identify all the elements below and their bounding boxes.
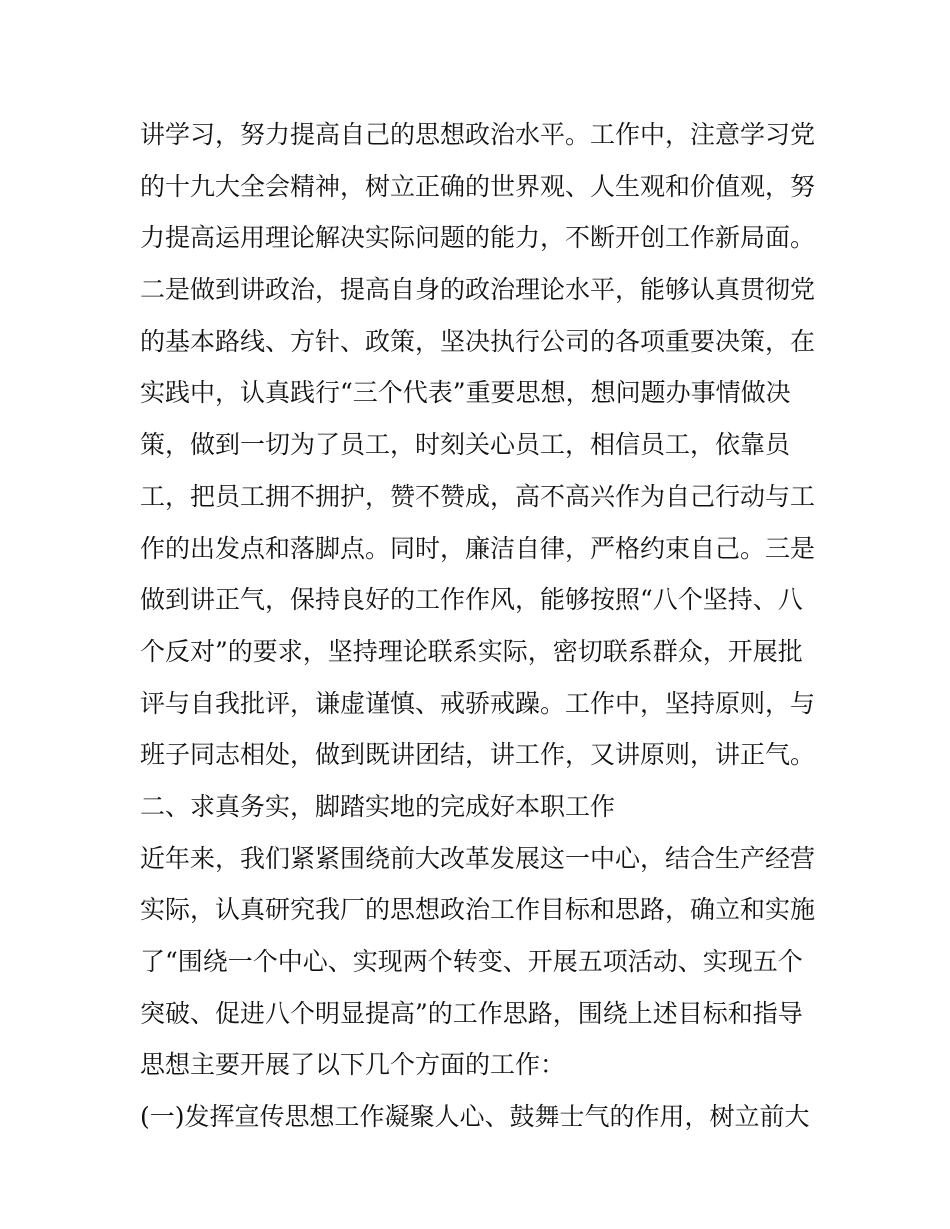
document-body <box>140 109 820 1143</box>
text-line-4: 二是做到讲政治，提高自身的政治理论水平，能够认真贯彻党 <box>140 275 816 305</box>
text-line-10: 做到讲正气，保持良好的工作作风，能够按照“八个坚持、八 <box>140 585 803 615</box>
text-line-16: 实际，认真研究我厂的思想政治工作目标和思路，确立和实施 <box>140 895 816 925</box>
text-line-13: 班子同志相处，做到既讲团结，讲工作，又讲原则，讲正气。 <box>140 740 816 770</box>
text-line-12: 评与自我批评，谦虚谨慎、戒骄戒躁。工作中，坚持原则，与 <box>140 688 816 718</box>
section-heading: 二、求真务实，脚踏实地的完成好本职工作 <box>140 791 616 821</box>
text-line-19: 思想主要开展了以下几个方面的工作： <box>140 1050 566 1080</box>
text-line-6: 实践中，认真践行“三个代表”重要思想，想问题办事情做决 <box>140 378 791 408</box>
text-line-7: 策，做到一切为了员工，时刻关心员工，相信员工，依靠员 <box>140 430 791 460</box>
text-line-17: 了“围绕一个中心、实现两个转变、开展五项活动、实现五个 <box>140 947 803 976</box>
text-line-15: 近年来，我们紧紧围绕前大改革发展这一中心，结合生产经营 <box>140 843 816 873</box>
text-line-8: 工，把员工拥不拥护，赞不赞成，高不高兴作为自己行动与工 <box>140 481 816 511</box>
subsection-heading: (一)发挥宣传思想工作凝聚人心、鼓舞士气的作用，树立前大 <box>140 1102 810 1132</box>
text-line-18: 突破、促进八个明显提高”的工作思路，围绕上述目标和指导 <box>140 998 803 1028</box>
text-line-9: 作的出发点和落脚点。同时，廉洁自律，严格约束自己。三是 <box>140 533 816 563</box>
text-line-5: 的基本路线、方针、政策，坚决执行公司的各项重要决策，在 <box>140 326 816 356</box>
text-line-2: 的十九大全会精神，树立正确的世界观、人生观和价值观，努 <box>140 171 816 201</box>
text-line-11: 个反对”的要求，坚持理论联系实际，密切联系群众，开展批 <box>140 636 803 666</box>
text-line-1: 讲学习，努力提高自己的思想政治水平。工作中，注意学习党 <box>140 120 816 149</box>
text-line-3: 力提高运用理论解决实际问题的能力，不断开创工作新局面。 <box>140 223 816 253</box>
